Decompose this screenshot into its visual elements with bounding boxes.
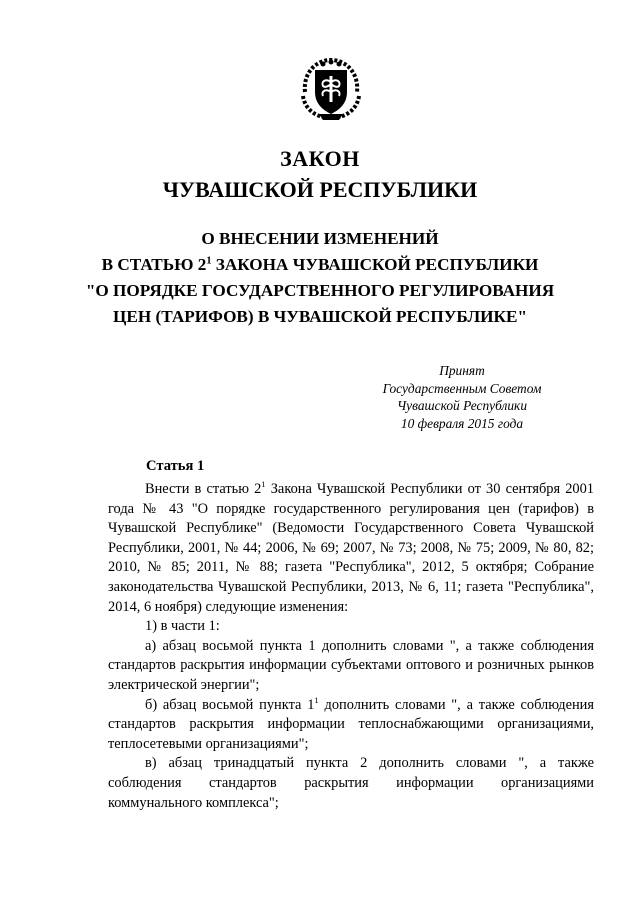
- adoption-note: [362, 362, 562, 432]
- law-subtitle-line-3: "О ПОРЯДКЕ ГОСУДАРСТВЕННОГО РЕГУЛИРОВАНИЯ: [85, 281, 555, 300]
- article-item-a: а) абзац восьмой пункта 1 дополнить словами ", а также соблюдения стандартов раскрытия информации субъектами оптового и розничных рынков электрической энергии";: [108, 637, 594, 693]
- article-title: Статья 1: [146, 458, 205, 474]
- law-subtitle-line-2: В СТАТЬЮ $2^1$ ЗАКОНА ЧУВАШСКОЙ РЕСПУБЛИКИ: [101, 255, 539, 274]
- adoption-line-2: Государственным Советом: [382, 380, 542, 396]
- republic-title: ЧУВАШСКОЙ РЕСПУБЛИКИ: [162, 177, 478, 202]
- article-intro-paragraph: Внести в статью $2^1$ Закона Чувашской Республики от 30 сентября 2001 года № 43 "О порядке государственного регулирования цен (тарифов) в Чувашской Республике" (Ведомости Государственного Совета Чувашской Республики, 2001, № 44; 2006, № 69; 2007, № 73; 2008, № 75; 2009, № 80, 82; 2010, № 85; 2011, № 88; газета "Республика", 2012, 5 октября; Собрание законодательства Чувашской Республики, 2013, № 6, 11; газета "Республика", 2014, 6 ноября) следующие изменения:: [108, 479, 594, 615]
- adoption-date: 10 февраля 2015 года: [400, 415, 524, 431]
- adoption-line-1: Принят: [439, 363, 485, 378]
- adoption-line-3: Чувашской Республики: [396, 398, 528, 413]
- law-subtitle-line-4: ЦЕН (ТАРИФОВ) В ЧУВАШСКОЙ РЕСПУБЛИКЕ": [112, 307, 527, 326]
- chuvash-republic-emblem-icon: [295, 52, 367, 124]
- article-item-b: б) абзац восьмой пункта $1^1$ дополнить словами ", а также соблюдения стандартов раскрытия информации теплоснабжающими организациями, теплосетевыми организациями";: [108, 694, 594, 752]
- law-title: ЗАКОН: [280, 146, 360, 171]
- article-item-c: в) абзац тринадцатый пункта 2 дополнить словами ", а также соблюдения стандартов раскрытия информации организациями коммунального комплекса";: [108, 755, 594, 811]
- law-subtitle-line-1: О ВНЕСЕНИИ ИЗМЕНЕНИЙ: [201, 229, 439, 248]
- article-item-1: 1) в части 1:: [145, 618, 220, 635]
- article-body: [108, 480, 594, 813]
